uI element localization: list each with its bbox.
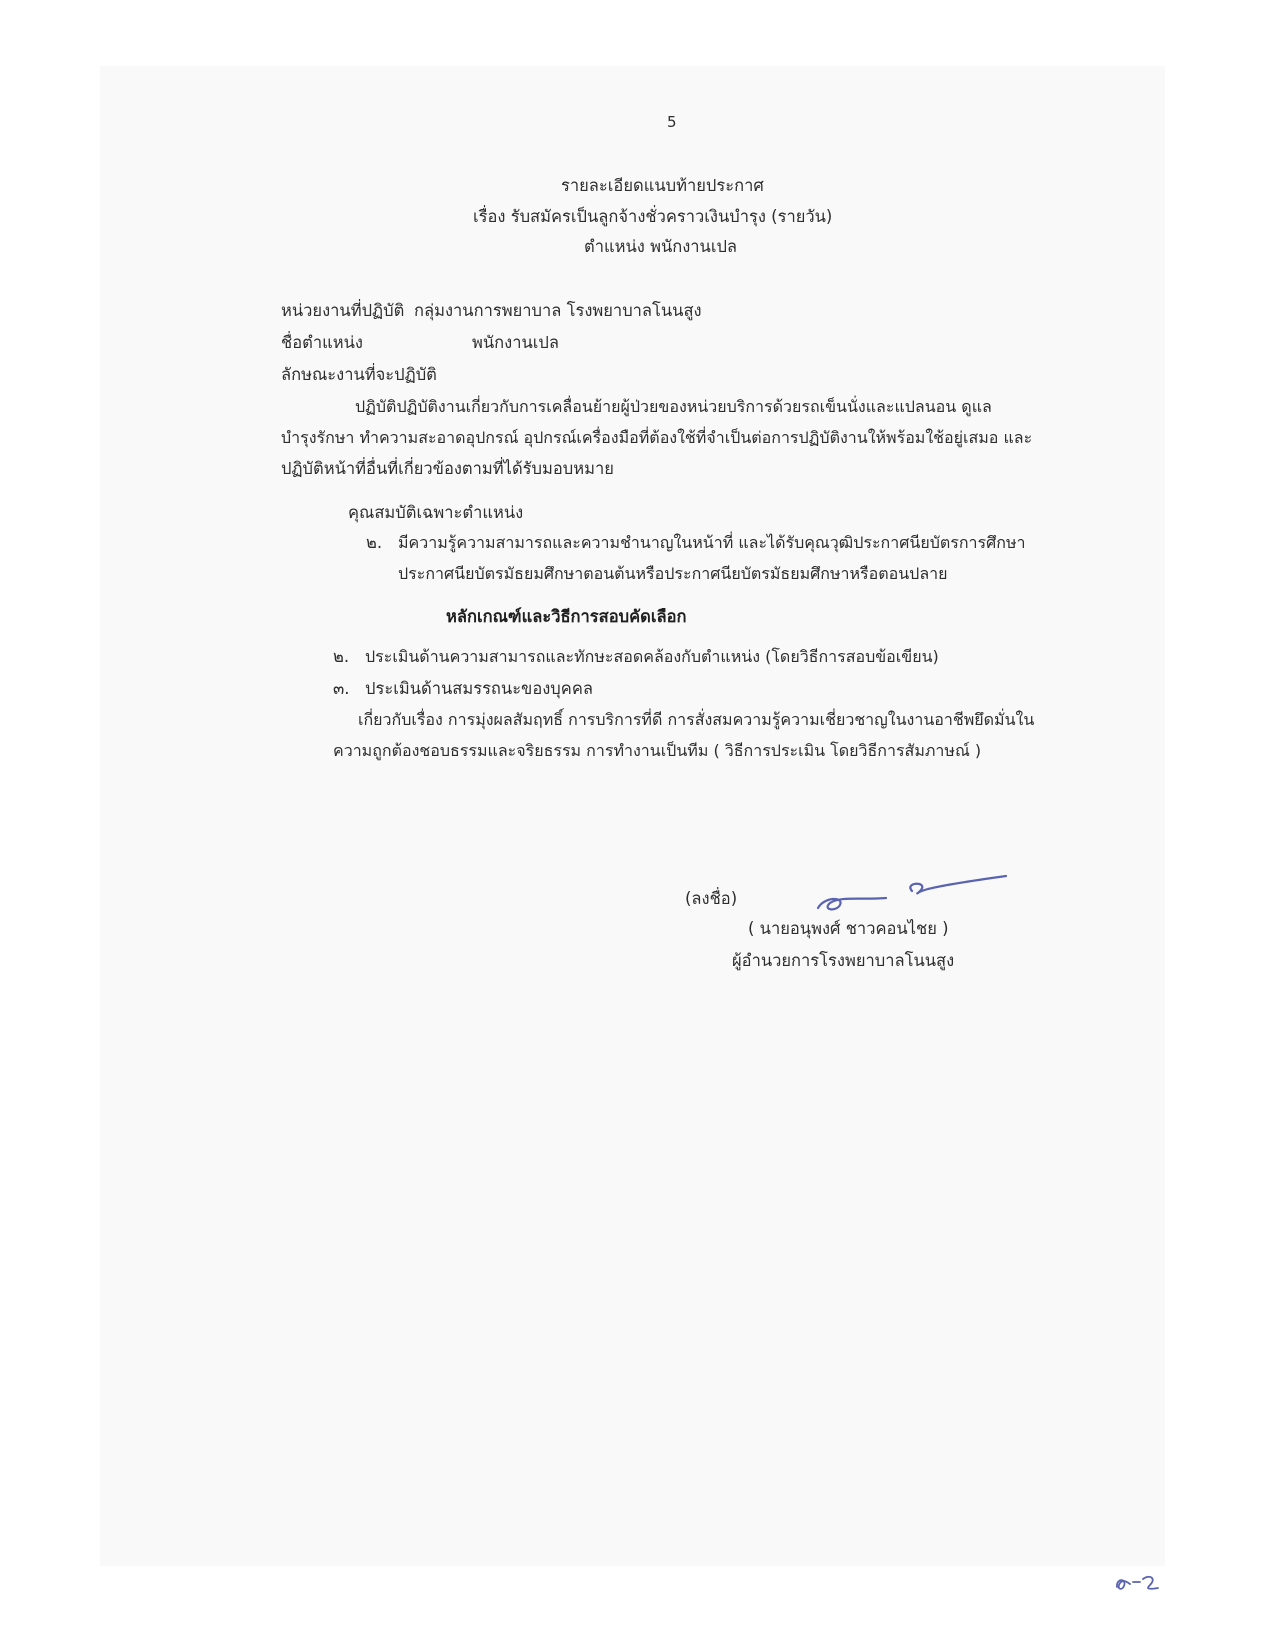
handwritten-signature bbox=[810, 872, 1010, 917]
selection-item-3-detail-1: เกี่ยวกับเรื่อง การมุ่งผลสัมฤทธิ์ การบริการที่ดี การสั่งสมความรู้ความเชี่ยวชาญในงานอาชีพยึดมั่นใน bbox=[358, 710, 1035, 729]
qualification-line-2: ประกาศนียบัตรมัธยมศึกษาตอนต้นหรือประกาศนียบัตรมัธยมศึกษาหรือตอนปลาย bbox=[398, 564, 948, 583]
scanned-page bbox=[100, 66, 1165, 1566]
selection-item-3-detail-2: ความถูกต้องชอบธรรมและจริยธรรม การทำงานเป็นทีม ( วิธีการประเมิน โดยวิธีการสัมภาษณ์ ) bbox=[333, 741, 982, 760]
document-position: ตำแหน่ง พนักงานเปล bbox=[584, 237, 738, 256]
position-label: ชื่อตำแหน่ง bbox=[281, 333, 363, 352]
selection-item-2-text: ประเมินด้านความสามารถและทักษะสอดคล้องกับตำแหน่ง (โดยวิธีการสอบข้อเขียน) bbox=[365, 647, 939, 666]
duties-line-1: ปฏิบัติปฏิบัติงานเกี่ยวกับการเคลื่อนย้ายผู้ป่วยของหน่วยบริการด้วยรถเข็นนั่งและแปลนอน ดูแล bbox=[355, 397, 992, 416]
position-value: พนักงานเปล bbox=[472, 333, 559, 352]
selection-item-3-number: ๓. bbox=[333, 679, 350, 698]
selection-heading: หลักเกณฑ์และวิธีการสอบคัดเลือก bbox=[446, 607, 687, 626]
duties-line-2: บำรุงรักษา ทำความสะอาดอุปกรณ์ อุปกรณ์เครื่องมือที่ต้องใช้ที่จำเป็นต่อการปฏิบัติงานให้พร้อมใช้อยู่เสมอ และ bbox=[281, 428, 1033, 447]
qualification-line-1: มีความรู้ความสามารถและความชำนาญในหน้าที่ และได้รับคุณวุฒิประกาศนียบัตรการศึกษา bbox=[398, 533, 1026, 552]
signer-title: ผู้อำนวยการโรงพยาบาลโนนสูง bbox=[732, 951, 955, 970]
unit-label: หน่วยงานที่ปฏิบัติ bbox=[281, 301, 405, 320]
unit-value: กลุ่มงานการพยาบาล โรงพยาบาลโนนสูง bbox=[414, 301, 702, 320]
selection-item-3-text: ประเมินด้านสมรรถนะของบุคคล bbox=[365, 679, 593, 698]
sign-label: (ลงชื่อ) bbox=[685, 889, 738, 908]
handwritten-initials bbox=[1113, 1570, 1163, 1594]
qualifications-heading: คุณสมบัติเฉพาะตำแหน่ง bbox=[348, 503, 524, 522]
document-subject: เรื่อง รับสมัครเป็นลูกจ้างชั่วคราวเงินบำรุง (รายวัน) bbox=[473, 207, 833, 226]
signer-name: ( นายอนุพงศ์ ชาวคอนไชย ) bbox=[748, 919, 949, 938]
duties-label: ลักษณะงานที่จะปฏิบัติ bbox=[281, 365, 437, 384]
qualification-item-number: ๒. bbox=[366, 533, 383, 552]
document-title: รายละเอียดแนบท้ายประกาศ bbox=[561, 176, 764, 195]
duties-line-3: ปฏิบัติหน้าที่อื่นที่เกี่ยวข้องตามที่ได้รับมอบหมาย bbox=[281, 459, 614, 478]
page-number: 5 bbox=[667, 113, 677, 131]
selection-item-2-number: ๒. bbox=[333, 647, 350, 666]
